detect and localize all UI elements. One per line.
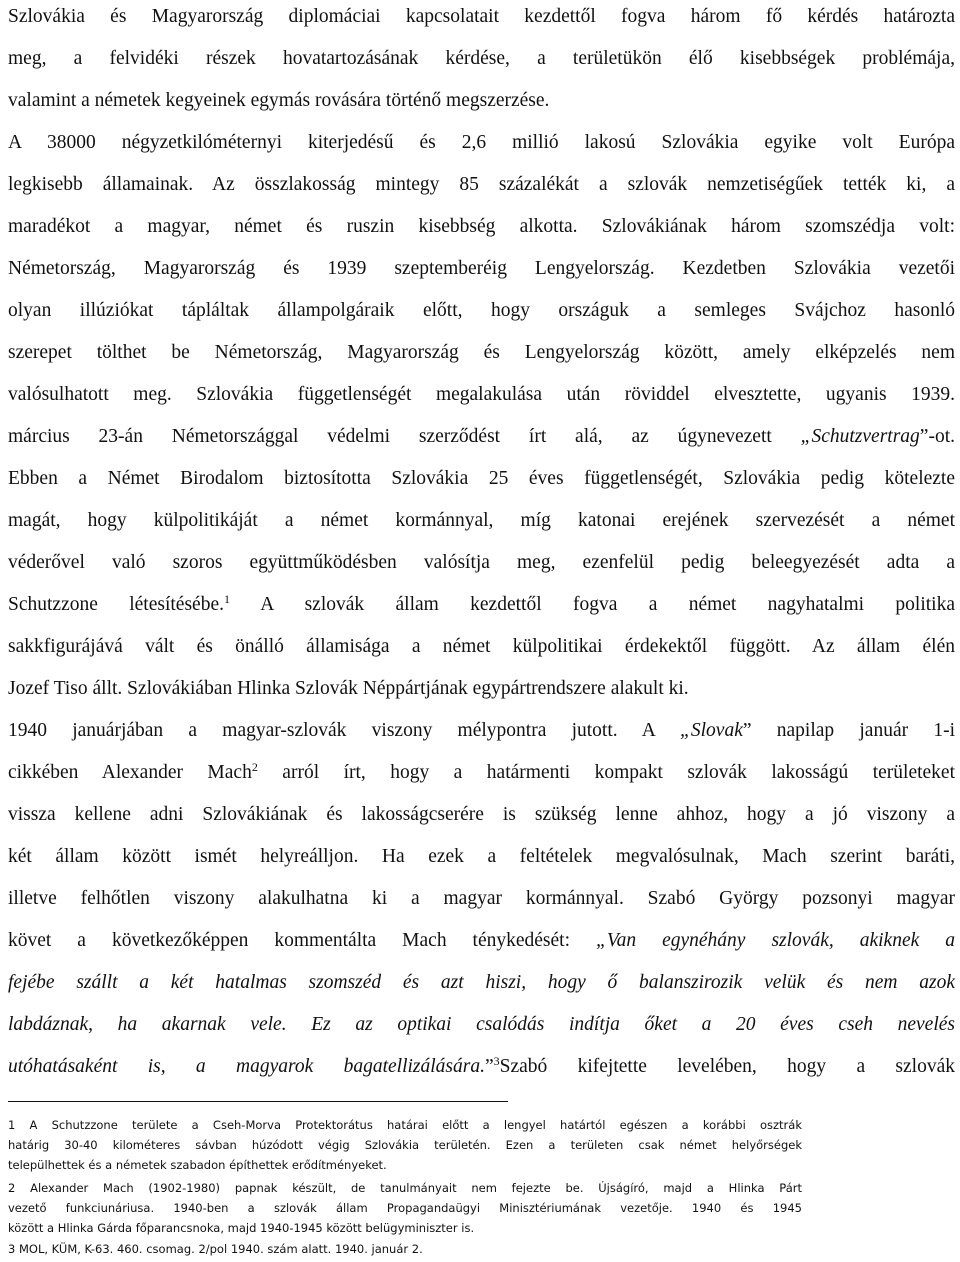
- text-line: vissza kellene adni Szlovákiának és lakosságcserére is szükség lenne ahhoz, hogy a jó viszony a: [8, 804, 955, 825]
- italic-term: „Schutzvertrag: [800, 426, 920, 447]
- text-line: [8, 591, 955, 619]
- text-line: [8, 969, 955, 997]
- text-line: Szlovákia és Magyarország diplomáciai kapcsolatait kezdettől fogva három fő kérdés határozta: [8, 6, 955, 27]
- text-segment: A szlovák állam kezdettől fogva a német nagyhatalmi politika: [229, 594, 955, 615]
- footnote-line: határig 30-40 kilométeres sávban húzódott végig Szlovákia területén. Ezen a területen csak német helyőrségek: [8, 1138, 802, 1152]
- text-segment: Schutzzone létesítésébe.: [8, 594, 224, 615]
- text-segment: cikkében Alexander Mach: [8, 762, 252, 783]
- text-line: olyan illúziókat tápláltak állampolgáraik előtt, hogy országuk a semleges Svájchoz hasonló: [8, 300, 955, 321]
- text-line: valósulhatott meg. Szlovákia függetlenségét megalakulása után röviddel elvesztette, ugyanis 1939.: [8, 384, 955, 405]
- text-line: [8, 1011, 955, 1039]
- text-segment: 1940 januárjában a magyar-szlovák viszony mélypontra jutott. A: [8, 720, 681, 741]
- text-line: A 38000 négyzetkilóméternyi kiterjedésű és 2,6 millió lakosú Szlovákia egyike volt Európa: [8, 132, 955, 153]
- text-line: véderővel való szoros együttműködésben valósítja meg, ezenfelül pedig beleegyezését adta a: [8, 552, 955, 573]
- footnote-line: 2 Alexander Mach (1902-1980) papnak készült, de tanulmányait nem fejezte be. Újságíró, majd a Hlinka Párt: [8, 1181, 802, 1195]
- text-line: sakkfigurájává vált és önálló államisága a német külpolitikai érdekektől függött. Az állam élén: [8, 636, 955, 657]
- text-line: [8, 717, 955, 745]
- footnote-ref-3[interactable]: 3: [493, 1054, 500, 1068]
- text-segment: Szabó kifejtette levelében, hogy a szlovák: [499, 1056, 955, 1077]
- text-line: valamint a németek kegyeinek egymás rovására történő megszerzése.: [8, 90, 550, 111]
- text-line: Ebben a Német Birodalom biztosította Szlovákia 25 éves függetlenségét, Szlovákia pedig kötelezte: [8, 468, 955, 489]
- italic-quote: fejébe szállt a két hatalmas szomszéd és azt hiszi, hogy ő balanszirozik velük és nem azok: [8, 972, 955, 993]
- text-line: [8, 423, 955, 451]
- text-segment: követ a következőképpen kommentálta Mach ténykedését:: [8, 930, 597, 951]
- footnote-line: 3 MOL, KÜM, K-63. 460. csomag. 2/pol 1940. szám alatt. 1940. január 2.: [8, 1242, 423, 1256]
- italic-quote: „Van egynéhány szlovák, akiknek a: [596, 930, 955, 951]
- footnote-ref-2[interactable]: 2: [251, 760, 258, 774]
- text-line: illetve felhőtlen viszony alakulhatna ki a magyar kormánnyal. Szabó György pozsonyi magyar: [8, 888, 955, 909]
- italic-title: „Slovak: [680, 720, 743, 741]
- text-line: legkisebb államainak. Az összlakosság mintegy 85 százalékát a szlovák nemzetiségűek tették ki, a: [8, 174, 955, 195]
- footnote-line: között a Hlinka Gárda főparancsnoka, majd 1940-1945 között belügyminiszter is.: [8, 1221, 475, 1235]
- text-line: Jozef Tiso állt. Szlovákiában Hlinka Szlovák Néppártjának egypártrendszere alakult ki.: [8, 678, 689, 699]
- text-line: két állam között ismét helyreálljon. Ha ezek a feltételek megvalósulnak, Mach szerint baráti,: [8, 846, 955, 867]
- text-line: maradékot a magyar, német és ruszin kisebbség alkotta. Szlovákiának három szomszédja volt:: [8, 216, 955, 237]
- text-line: [8, 927, 955, 955]
- footnote-line: települhettek és a németek szabadon építhettek erődítményeket.: [8, 1158, 387, 1172]
- text-segment: ”-ot.: [919, 426, 955, 447]
- text-line: szerepet tölthet be Németország, Magyarország és Lengyelország között, amely elképzelés nem: [8, 342, 955, 363]
- text-segment: március 23-án Németországgal védelmi szerződést írt alá, az úgynevezett: [8, 426, 801, 447]
- text-line: magát, hogy külpolitikáját a német kormánnyal, míg katonai erejének szervezését a német: [8, 510, 955, 531]
- text-segment: ”: [742, 720, 752, 741]
- text-line: [8, 759, 955, 787]
- text-segment: napilap január 1-i: [751, 720, 955, 741]
- text-line: meg, a felvidéki részek hovatartozásának kérdése, a területükön élő kisebbségek problémája,: [8, 48, 955, 69]
- footnote-ref-1[interactable]: 1: [223, 592, 230, 606]
- italic-quote: labdáznak, ha akarnak vele. Ez az optikai csalódás indítja őket a 20 éves cseh nevelés: [8, 1014, 955, 1035]
- italic-quote: utóhatásaként is, a magyarok bagatellizálására.: [8, 1056, 485, 1077]
- text-segment: ”: [484, 1056, 494, 1077]
- text-segment: arról írt, hogy a határmenti kompakt szlovák lakosságú területeket: [257, 762, 956, 783]
- text-line: [8, 1053, 955, 1081]
- footnote-line: 1 A Schutzzone területe a Cseh-Morva Protektorátus határai előtt a lengyel határtól egészen a korábbi osztrák: [8, 1118, 802, 1132]
- footnote-line: vezető funkciunáriusa. 1940-ben a szlovák állam Propagandaügyi Minisztériumának vezetője. 1940 és 1945: [8, 1201, 802, 1215]
- text-line: Németország, Magyarország és 1939 szeptemberéig Lengyelország. Kezdetben Szlovákia vezetői: [8, 258, 955, 279]
- footnote-separator: [8, 1101, 508, 1102]
